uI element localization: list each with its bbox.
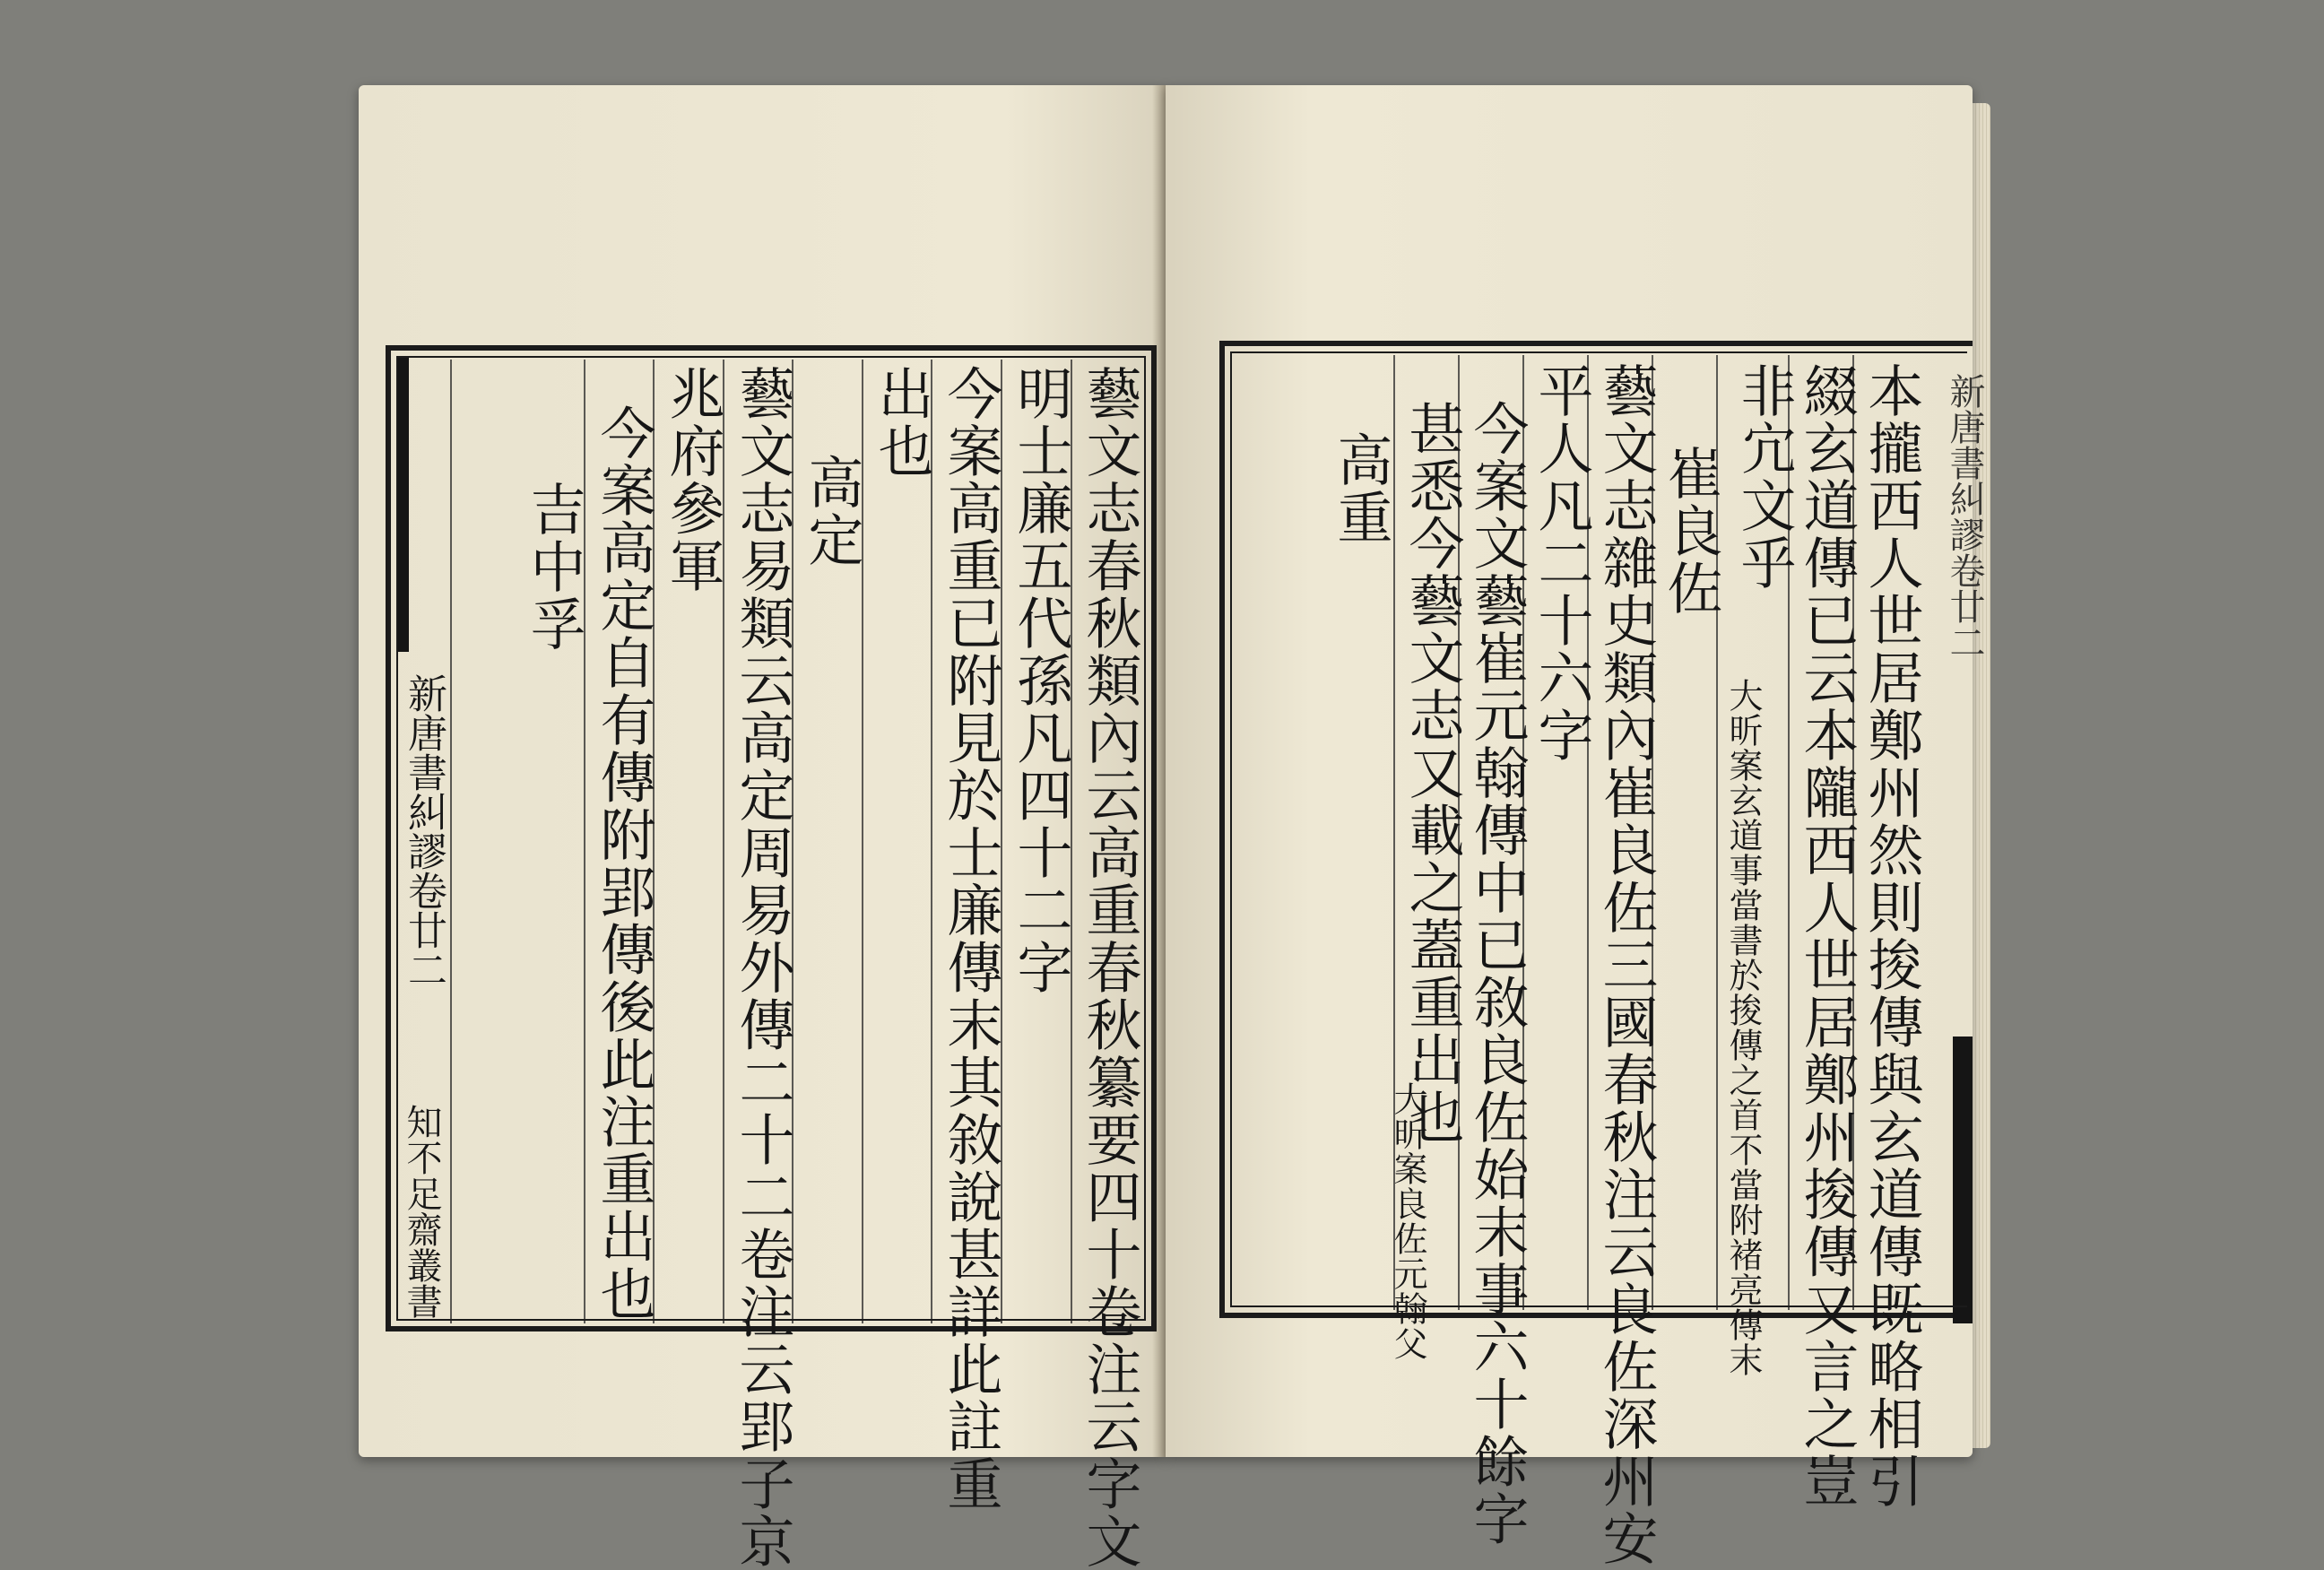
column-rule — [931, 360, 932, 1323]
right-col-3: 非宂文乎 — [1731, 362, 1797, 592]
left-col-5: 高定 — [799, 454, 864, 568]
column-rule — [1852, 355, 1854, 1310]
right-col-8-note: 大昕案良佐元翰父 — [1388, 1081, 1427, 1361]
open-book — [341, 85, 1990, 1570]
right-col-6: 平人凡二十六字 — [1529, 362, 1594, 764]
right-col-1: 本攏西人世居鄭州然則捘傳與玄道傳既略相引 — [1859, 362, 1924, 1510]
right-col-4: 崔良佐 — [1658, 445, 1723, 617]
column-rule — [450, 360, 452, 1323]
right-col-9: 高重 — [1328, 431, 1393, 546]
left-page — [359, 85, 1166, 1570]
left-text-frame — [386, 345, 1157, 1570]
left-col-7: 兆府參軍 — [660, 365, 725, 594]
column-rule — [1458, 355, 1460, 1310]
left-col-8: 今案高定自有傳附郢傳後此注重出也 — [591, 404, 656, 1323]
left-col-6: 藝文志易類云高定周易外傳二十二卷注云郢子京 — [730, 365, 795, 1570]
left-col-2: 明士廉五代孫凡四十二字 — [1008, 365, 1073, 996]
column-rule — [792, 360, 793, 1323]
right-col-2: 綴玄道傳已云本隴西人世居鄭州捘傳又言之豈 — [1794, 362, 1860, 1510]
right-margin-title: 新唐書糾謬卷廿二 — [1944, 373, 1985, 660]
left-margin-title: 新唐書糾謬卷廿二 — [401, 673, 447, 989]
right-col-5: 藝文志雜史類內崔良佐三國春秋注云良佐深州安 — [1593, 362, 1659, 1567]
left-publisher: 知不足齋叢書 — [401, 1104, 442, 1319]
right-col-8: 甚悉今藝文志又載之蓋重出也 — [1400, 400, 1465, 1146]
column-rule — [1788, 355, 1790, 1310]
column-rule — [723, 360, 724, 1323]
column-rule — [1393, 355, 1395, 1310]
left-col-1: 藝文志春秋類內云高重春秋纂要四十卷注云字文 — [1077, 365, 1142, 1570]
column-rule — [1071, 360, 1072, 1323]
right-col-3-note: 大昕案玄道事當書於捘傳之首不當附褚亮傳末 — [1723, 678, 1763, 1377]
right-page — [1166, 85, 1985, 1567]
column-rule — [1716, 355, 1718, 1310]
column-rule — [1652, 355, 1653, 1310]
column-rule — [584, 360, 585, 1323]
margin-black-band — [398, 356, 409, 652]
right-text-frame — [1219, 341, 1985, 1567]
column-rule — [1001, 360, 1002, 1323]
column-rule — [653, 360, 655, 1323]
left-col-9: 吉中孚 — [521, 481, 586, 653]
column-rule — [1587, 355, 1589, 1310]
right-col-7: 今案文藝崔元翰傳中已敘良佐始末事六十餘字 — [1464, 400, 1530, 1548]
margin-black-band — [1953, 1037, 1973, 1323]
column-rule — [862, 360, 863, 1323]
left-col-3: 今案高重已附見於士廉傳末其敘說甚詳此註重 — [938, 365, 1003, 1513]
left-col-4: 出也 — [869, 365, 934, 480]
column-rule — [1522, 355, 1524, 1310]
